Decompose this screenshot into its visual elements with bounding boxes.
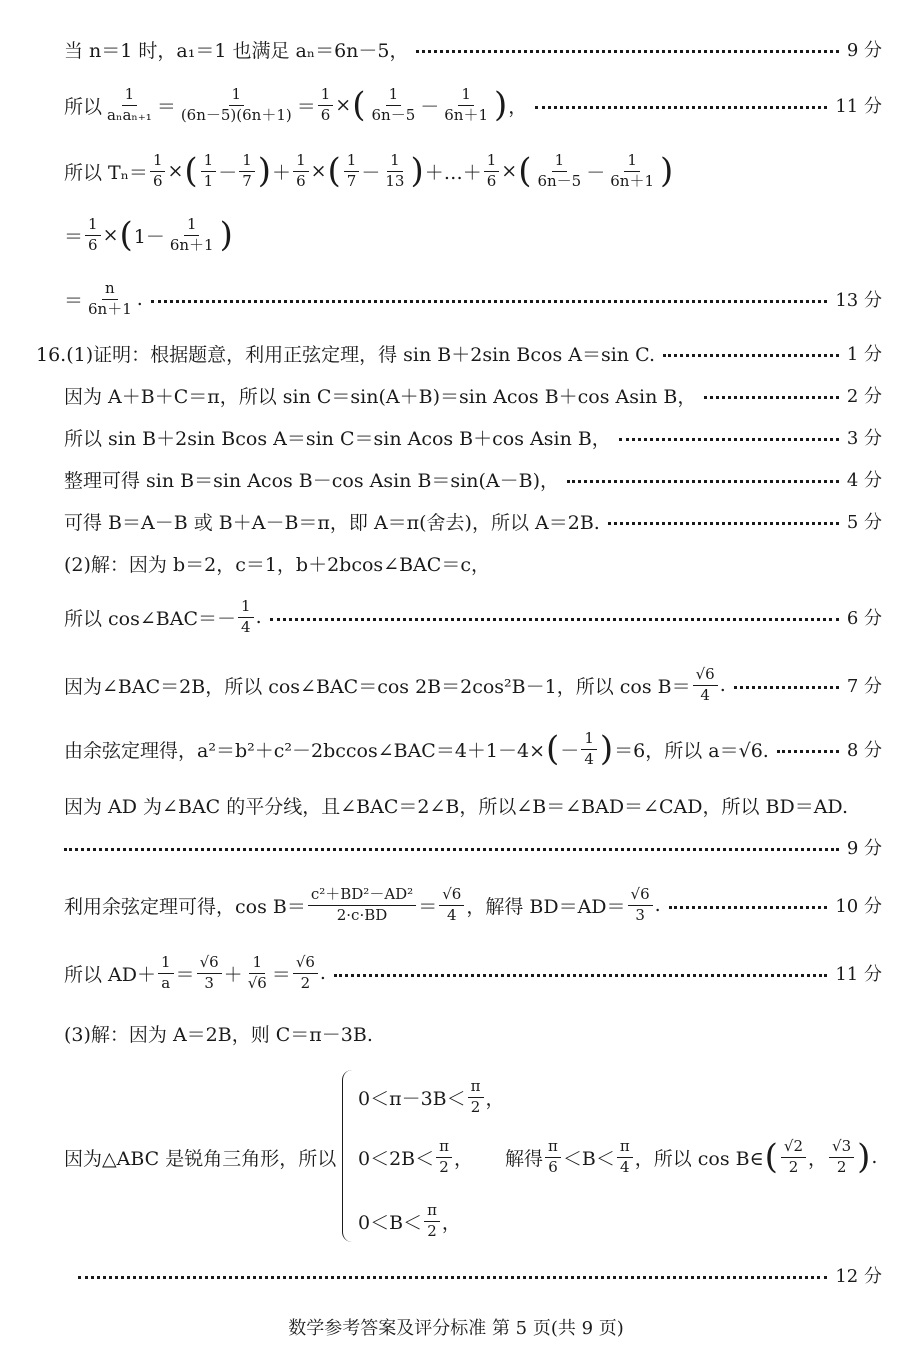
numerator: 1 [122, 86, 138, 105]
fraction [239, 152, 255, 190]
numerator: 1 [458, 86, 474, 105]
left-paren: ( [119, 215, 133, 255]
fraction [829, 1138, 854, 1176]
right-paren: ) [494, 85, 508, 125]
plus: ＋ [223, 963, 243, 986]
score-label: 3 分 [846, 428, 882, 449]
fraction [167, 216, 217, 254]
equals: ＝ [175, 963, 195, 986]
times: × [335, 94, 352, 116]
line-text: 因为 A＋B＋C＝π，所以 sin C＝sin(A＋B)＝sin Acos B＋cos Asin B， [64, 385, 697, 408]
score-line [64, 832, 882, 862]
line-text: 所以 sin B＋2sin Bcos A＝sin C＝sin Acos B＋cos Asin B， [64, 427, 611, 450]
numerator: 1 [184, 216, 200, 235]
line-prefix: 所以 AD＋ [64, 963, 156, 986]
case-text: 0＜B＜ [358, 1211, 423, 1234]
score-label: 12 分 [835, 1266, 882, 1287]
denominator: 6n－5 [537, 171, 582, 190]
right-paren: ) [257, 151, 272, 191]
denominator: 6 [548, 1157, 558, 1176]
fraction [468, 1078, 484, 1116]
equals: ＝ [271, 963, 291, 986]
fraction [382, 152, 407, 190]
inequality-case-1 [358, 1072, 505, 1122]
math-expression [64, 886, 661, 924]
math-expression [64, 954, 326, 992]
denominator: aₙaₙ₊₁ [107, 105, 152, 124]
line-tail: . [719, 674, 726, 696]
page-footer: 数学参考答案及评分标准 第 5 页(共 9 页) [288, 1318, 624, 1339]
dot-leader [669, 902, 828, 909]
math-expression [64, 216, 234, 254]
inequality-case-3 [358, 1196, 461, 1246]
score-label: 10 分 [835, 896, 882, 917]
line-prefix: 由余弦定理得，a²＝b²＋c²－2bccos∠BAC＝4＋1－4× [64, 739, 546, 762]
denominator: 6 [296, 171, 306, 190]
numerator: √6 [628, 886, 653, 905]
line-prefix: 所以 [64, 95, 103, 118]
numerator: n [102, 280, 118, 299]
line-prefix: ＝ [64, 225, 84, 248]
case-tail: ， [454, 1147, 474, 1170]
solution-line-12 [64, 592, 882, 642]
line-text: 16.(1)证明：根据题意，利用正弦定理，得 sin B＋2sin Bcos A＝sin C. [36, 343, 655, 366]
right-paren: ) [857, 1137, 871, 1177]
line-text: 因为 AD 为∠BAC 的平分线，且∠BAC＝2∠B，所以∠B＝∠BAD＝∠CAD，所以 BD＝AD. [64, 795, 849, 818]
numerator: 1 [386, 86, 402, 105]
denominator: 4 [241, 617, 251, 636]
range-tail: ，所以 cos B∈ [634, 1147, 764, 1170]
left-paren: ( [546, 729, 560, 769]
minus: － [560, 739, 580, 762]
denominator: 7 [346, 171, 357, 190]
line-tail: . [136, 288, 143, 310]
score-label: 2 分 [846, 386, 882, 407]
solution-line-4 [64, 210, 882, 260]
comma: ， [808, 1147, 828, 1170]
left-brace [342, 1070, 355, 1242]
dot-leader [567, 476, 839, 483]
plus: ＋ [272, 161, 292, 184]
line-prefix: 所以 Tₙ＝ [64, 161, 148, 184]
score-label: 8 分 [846, 740, 882, 761]
dot-leader [535, 102, 827, 109]
math-expression [64, 152, 674, 190]
solution-line-5 [64, 274, 882, 324]
line-tail: ＝6，所以 a＝√6. [614, 739, 769, 762]
denominator: 4 [584, 749, 594, 768]
numerator: c²＋BD²－AD² [308, 886, 416, 905]
fraction [104, 86, 155, 124]
math-expression [64, 666, 726, 704]
math-expression [64, 86, 527, 124]
fraction [344, 152, 360, 190]
denominator: 6 [486, 171, 497, 190]
numerator: 1 [484, 152, 500, 171]
right-paren: ) [410, 151, 424, 191]
dot-leader [151, 296, 828, 303]
solution-line-7 [64, 380, 882, 410]
denominator: 2 [427, 1221, 437, 1240]
denominator: 2·c·BD [336, 905, 388, 924]
minus: － [218, 161, 238, 184]
solution-line-1 [64, 34, 882, 64]
numerator: 1 [318, 86, 334, 105]
denominator: 4 [620, 1157, 630, 1176]
solution-line-14 [64, 724, 882, 774]
denominator: 2 [836, 1157, 847, 1176]
numerator: 1 [238, 598, 254, 617]
line-prefix: 因为∠BAC＝2B，所以 cos∠BAC＝cos 2B＝2cos²B－1，所以 cos B＝ [64, 675, 691, 698]
fraction [617, 1138, 633, 1176]
numerator: √6 [693, 666, 718, 685]
dot-leader [416, 46, 838, 53]
denominator: 6 [320, 105, 331, 124]
times: × [167, 160, 184, 182]
equals: ＝ [156, 95, 176, 118]
line-prefix: 所以 cos∠BAC＝－ [64, 607, 237, 630]
fraction [484, 152, 500, 190]
math-expression [64, 730, 769, 768]
numerator: 1 [249, 954, 265, 973]
fraction [545, 1138, 561, 1176]
solution-line-3 [64, 146, 882, 196]
fraction [534, 152, 584, 190]
numerator: 1 [201, 152, 217, 171]
denominator: 13 [385, 171, 405, 190]
score-label: 7 分 [846, 676, 882, 697]
numerator: π [424, 1202, 440, 1221]
denominator: √6 [247, 973, 267, 992]
denominator: 1 [203, 171, 214, 190]
minus: － [361, 161, 381, 184]
dot-leader [64, 844, 839, 851]
times: × [310, 160, 327, 182]
denominator: a [161, 973, 171, 992]
score-label: 11 分 [835, 964, 882, 985]
line-prefix: 因为△ABC 是锐角三角形，所以 [64, 1147, 337, 1170]
fraction [293, 954, 318, 992]
score-label: 9 分 [846, 40, 882, 61]
dot-leader [619, 434, 839, 441]
score-label: 1 分 [846, 344, 882, 365]
case-tail: ， [441, 1211, 461, 1234]
dot-leader [334, 970, 827, 977]
ellipsis-plus: ＋…＋ [424, 161, 482, 184]
case-text: 0＜π－3B＜ [358, 1087, 466, 1110]
right-paren: ) [659, 151, 674, 191]
solution-line-13 [64, 660, 882, 710]
fraction [436, 1138, 452, 1176]
denominator: 6n＋1 [444, 105, 488, 124]
numerator: 1 [552, 152, 568, 171]
denominator: 6n－5 [371, 105, 416, 124]
denominator: 4 [447, 905, 457, 924]
left-paren: ( [518, 151, 532, 191]
dot-leader [78, 1272, 827, 1279]
solution-line-9 [64, 464, 882, 494]
line-prefix: ＝ [64, 289, 84, 312]
fraction [85, 216, 101, 254]
numerator: √3 [829, 1138, 854, 1157]
solution-line-8 [64, 422, 882, 452]
right-paren: ) [599, 729, 614, 769]
dot-leader [270, 614, 839, 621]
fraction [150, 152, 166, 190]
fraction [308, 886, 416, 924]
numerator: 1 [624, 152, 640, 171]
case-tail: ， [485, 1087, 505, 1110]
numerator: 1 [293, 152, 309, 171]
line-text: 整理可得 sin B＝sin Acos B－cos Asin B＝sin(A－B)， [64, 469, 559, 492]
minus: － [420, 95, 440, 118]
fraction [201, 152, 217, 190]
line-tail: . [654, 894, 661, 916]
range-middle: ＜B＜ [562, 1147, 615, 1170]
fraction [197, 954, 222, 992]
numerator: 1 [344, 152, 360, 171]
denominator: 6n＋1 [88, 299, 132, 318]
denominator: (6n－5)(6n＋1) [180, 105, 292, 124]
left-paren: ( [764, 1137, 778, 1177]
problem-16-part-2 [64, 548, 882, 578]
dot-leader [704, 392, 838, 399]
line-middle: ，解得 BD＝AD＝ [466, 895, 626, 918]
left-paren: ( [184, 151, 198, 191]
numerator: π [617, 1138, 633, 1157]
fraction [238, 598, 254, 636]
denominator: 6n＋1 [610, 171, 654, 190]
dot-leader [734, 682, 839, 689]
dot-leader [777, 746, 839, 753]
denominator: 4 [700, 685, 710, 704]
minus: － [586, 161, 606, 184]
score-label: 4 分 [846, 470, 882, 491]
numerator: √6 [439, 886, 464, 905]
line-text: (2)解：因为 b＝2，c＝1，b＋2bcos∠BAC＝c， [64, 553, 490, 576]
denominator: 6 [88, 235, 98, 254]
denominator: 2 [470, 1097, 481, 1116]
solution-line-17 [64, 880, 882, 930]
right-paren: ) [219, 215, 233, 255]
denominator: 6 [152, 171, 163, 190]
period: . [871, 1146, 878, 1168]
numerator: π [545, 1138, 561, 1157]
solution-line-2 [64, 80, 882, 130]
fraction [245, 954, 270, 992]
equals: ＝ [296, 95, 316, 118]
left-paren: ( [327, 151, 341, 191]
score-line [64, 1260, 882, 1290]
denominator: 7 [242, 171, 252, 190]
fraction [368, 86, 418, 124]
line-tail: . [319, 962, 326, 984]
numerator: 1 [387, 152, 403, 171]
dot-leader [663, 350, 839, 357]
solve-text: 解得 [505, 1147, 544, 1170]
numerator: √6 [293, 954, 318, 973]
line-tail: . [255, 606, 262, 628]
solution-line-20 [64, 1132, 336, 1182]
solution-line-10 [64, 506, 882, 536]
inequality-case-2 [358, 1132, 877, 1182]
line-text: 可得 B＝A－B 或 B＋A－B＝π，即 A＝π(舍去)，所以 A＝2B. [64, 511, 600, 534]
numerator: √6 [197, 954, 222, 973]
problem-16-part-3 [64, 1018, 882, 1048]
term: 1－ [133, 225, 165, 248]
numerator: √2 [781, 1138, 806, 1157]
solution-line-18 [64, 948, 882, 998]
denominator: 3 [635, 905, 645, 924]
numerator: π [468, 1078, 484, 1097]
equals: ＝ [418, 895, 438, 918]
denominator: 3 [204, 973, 214, 992]
fraction [85, 280, 135, 318]
line-tail: ， [508, 95, 528, 118]
score-label: 9 分 [846, 838, 882, 859]
numerator: 1 [581, 730, 597, 749]
numerator: 1 [229, 86, 245, 105]
fraction [628, 886, 653, 924]
fraction [158, 954, 174, 992]
fraction [318, 86, 334, 124]
numerator: 1 [150, 152, 166, 171]
denominator: 2 [300, 973, 311, 992]
numerator: π [436, 1138, 452, 1157]
math-expression [64, 280, 143, 318]
fraction [424, 1202, 440, 1240]
fraction [607, 152, 657, 190]
fraction [781, 1138, 806, 1176]
times: × [102, 224, 119, 246]
line-text: (3)解：因为 A＝2B，则 C＝π－3B. [64, 1023, 373, 1046]
fraction [439, 886, 464, 924]
dot-leader [608, 518, 839, 525]
fraction [581, 730, 597, 768]
line-prefix: 利用余弦定理可得，cos B＝ [64, 895, 306, 918]
score-label: 5 分 [846, 512, 882, 533]
math-expression [64, 598, 262, 636]
left-paren: ( [352, 85, 366, 125]
case-text: 0＜2B＜ [358, 1147, 435, 1170]
denominator: 2 [439, 1157, 449, 1176]
score-label: 13 分 [835, 290, 882, 311]
problem-16-part-1 [36, 338, 882, 368]
numerator: 1 [158, 954, 174, 973]
times: × [501, 160, 518, 182]
line-text: 当 n＝1 时，a₁＝1 也满足 aₙ＝6n－5， [64, 39, 409, 62]
denominator: 6n＋1 [169, 235, 214, 254]
solution-line-15 [64, 790, 882, 820]
score-label: 6 分 [846, 608, 882, 629]
numerator: 1 [239, 152, 255, 171]
fraction [293, 152, 309, 190]
numerator: 1 [85, 216, 101, 235]
score-label: 11 分 [835, 96, 882, 117]
fraction [693, 666, 718, 704]
fraction [178, 86, 295, 124]
fraction [441, 86, 491, 124]
denominator: 2 [788, 1157, 799, 1176]
